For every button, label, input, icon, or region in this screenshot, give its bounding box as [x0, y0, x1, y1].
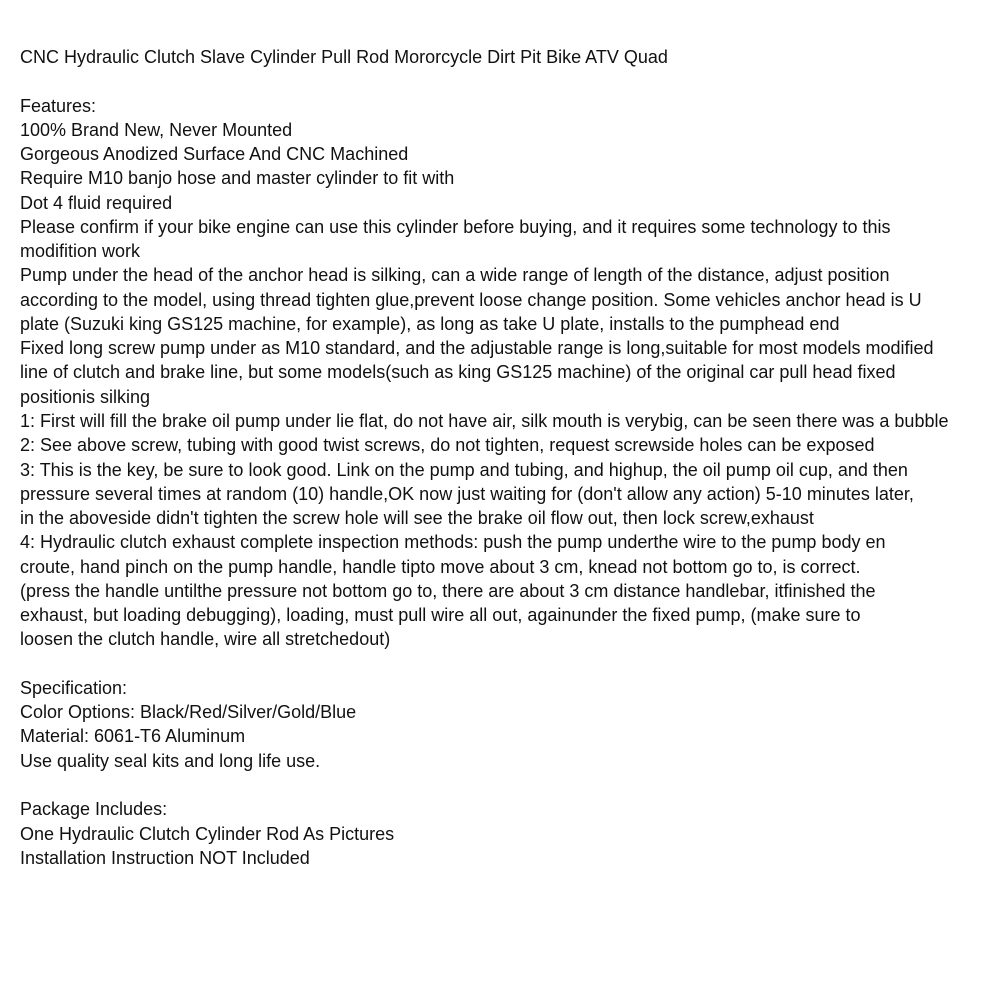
- feature-line-7: Pump under the head of the anchor head is silking, can a wide range of length of the distance, adjust position: [20, 265, 890, 286]
- product-description: [20, 45, 990, 870]
- feature-line-8: according to the model, using thread tighten glue,prevent loose change position. Some vehicles anchor head is U: [20, 289, 922, 310]
- feature-line-16: pressure several times at random (10) handle,OK now just waiting for (don't allow any action) 5-10 minutes later,: [20, 483, 914, 504]
- feature-line-1: 100% Brand New, Never Mounted: [20, 119, 293, 140]
- package-line-rod: One Hydraulic Clutch Cylinder Rod As Pictures: [20, 823, 395, 844]
- feature-line-11: line of clutch and brake line, but some models(such as king GS125 machine) of the original car pull head fixed: [20, 362, 896, 383]
- feature-line-13: 1: First will fill the brake oil pump under lie flat, do not have air, silk mouth is verybig, can be seen there was a bubble: [20, 410, 949, 431]
- features-section: [20, 94, 990, 652]
- feature-line-6: modifition work: [20, 241, 141, 262]
- feature-line-20: (press the handle untilthe pressure not bottom go to, there are about 3 cm distance handlebar, itfinished the: [20, 580, 876, 601]
- feature-line-14: 2: See above screw, tubing with good twist screws, do not tighten, request screwside holes can be exposed: [20, 435, 875, 456]
- feature-line-21: exhaust, but loading debugging), loading, must pull wire all out, againunder the fixed pump, (make sure to: [20, 605, 861, 626]
- feature-line-19: croute, hand pinch on the pump handle, handle tipto move about 3 cm, knead not bottom go to, is correct.: [20, 556, 861, 577]
- feature-line-12: positionis silking: [20, 386, 151, 407]
- package-section: [20, 797, 990, 870]
- features-heading: Features:: [20, 95, 97, 116]
- product-title: CNC Hydraulic Clutch Slave Cylinder Pull Rod Mororcycle Dirt Pit Bike ATV Quad: [20, 47, 668, 67]
- spec-line-color: Color Options: Black/Red/Silver/Gold/Blue: [20, 702, 357, 723]
- specification-section: [20, 676, 990, 773]
- feature-line-5: Please confirm if your bike engine can use this cylinder before buying, and it requires some technology to this: [20, 216, 891, 237]
- spec-line-seal: Use quality seal kits and long life use.: [20, 750, 321, 771]
- spec-line-material: Material: 6061-T6 Aluminum: [20, 726, 246, 747]
- feature-line-10: Fixed long screw pump under as M10 standard, and the adjustable range is long,suitable for most models modified: [20, 338, 934, 359]
- feature-line-4: Dot 4 fluid required: [20, 192, 173, 213]
- feature-line-22: loosen the clutch handle, wire all stretchedout): [20, 629, 391, 650]
- feature-line-17: in the aboveside didn't tighten the screw hole will see the brake oil flow out, then lock screw,exhaust: [20, 508, 814, 529]
- feature-line-9: plate (Suzuki king GS125 machine, for example), as long as take U plate, installs to the pumphead end: [20, 313, 840, 334]
- specification-heading: Specification:: [20, 677, 128, 698]
- feature-line-3: Require M10 banjo hose and master cylinder to fit with: [20, 168, 455, 189]
- feature-line-15: 3: This is the key, be sure to look good. Link on the pump and tubing, and highup, the oil pump oil cup, and then: [20, 459, 908, 480]
- feature-line-2: Gorgeous Anodized Surface And CNC Machined: [20, 144, 409, 165]
- feature-line-18: 4: Hydraulic clutch exhaust complete inspection methods: push the pump underthe wire to the pump body en: [20, 532, 886, 553]
- package-line-instruction: Installation Instruction NOT Included: [20, 847, 310, 868]
- package-heading: Package Includes:: [20, 799, 168, 820]
